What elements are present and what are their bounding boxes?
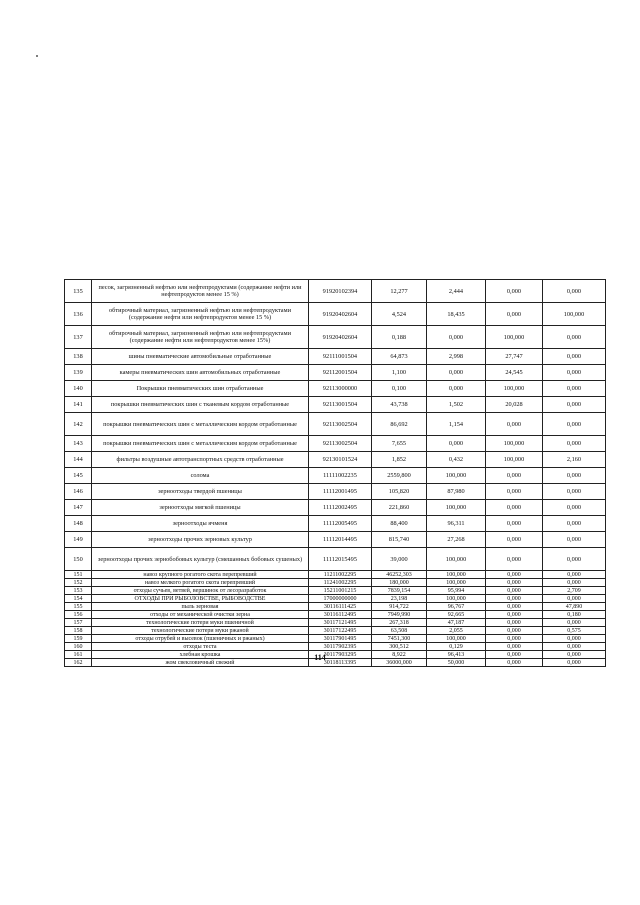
row-number-cell: 142 — [65, 413, 92, 436]
table-row — [65, 571, 606, 579]
waste-code-cell: 30117902395 — [309, 643, 372, 651]
row-number-cell: 155 — [65, 603, 92, 611]
waste-code-cell: 11111002235 — [309, 468, 372, 484]
row-number-cell: 150 — [65, 548, 92, 571]
waste-name-cell: обтирочный материал, загрязненный нефтью или нефтепродуктами (содержание нефти или нефтепродуктов менее 15%) — [92, 326, 309, 349]
waste-code-cell: 17000000000 — [309, 595, 372, 603]
table-row — [65, 397, 606, 413]
value-3-cell: 0,000 — [486, 635, 543, 643]
row-number-cell: 137 — [65, 326, 92, 349]
row-number-cell: 145 — [65, 468, 92, 484]
value-1-cell: 39,000 — [372, 548, 427, 571]
table-row — [65, 532, 606, 548]
waste-name-cell: отходы теста — [92, 643, 309, 651]
waste-name-cell: технологические потери муки ржаной — [92, 627, 309, 635]
waste-name-cell: пыль зерновая — [92, 603, 309, 611]
value-4-cell: 0,000 — [543, 326, 606, 349]
value-2-cell: 100,000 — [427, 635, 486, 643]
waste-name-cell: отходы от механической очистки зерна — [92, 611, 309, 619]
table-row — [65, 500, 606, 516]
value-2-cell: 18,435 — [427, 303, 486, 326]
value-1-cell: 7,655 — [372, 436, 427, 452]
page-number: 114 — [314, 653, 326, 662]
waste-name-cell: жом свекловичный свежий — [92, 659, 309, 667]
waste-name-cell: отходы сучьев, ветвей, вершинок от лесоразработок — [92, 587, 309, 595]
row-number-cell: 149 — [65, 532, 92, 548]
value-3-cell: 100,000 — [486, 436, 543, 452]
waste-name-cell: зерноотходы прочих зернобобовых культур (смешанных бобовых сушеных) — [92, 548, 309, 571]
value-3-cell: 20,028 — [486, 397, 543, 413]
row-number-cell: 138 — [65, 349, 92, 365]
row-number-cell: 162 — [65, 659, 92, 667]
value-3-cell: 100,000 — [486, 326, 543, 349]
table-row — [65, 643, 606, 651]
value-2-cell: 0,129 — [427, 643, 486, 651]
value-4-cell: 0,000 — [543, 635, 606, 643]
value-4-cell: 0,000 — [543, 548, 606, 571]
value-1-cell: 63,508 — [372, 627, 427, 635]
row-number-cell: 140 — [65, 381, 92, 397]
waste-code-cell: 11112001495 — [309, 484, 372, 500]
waste-name-cell: покрышки пневматических шин с тканевым кордом отработанные — [92, 397, 309, 413]
value-1-cell: 88,400 — [372, 516, 427, 532]
waste-code-cell: 30116111425 — [309, 603, 372, 611]
table-row — [65, 635, 606, 643]
value-3-cell: 0,000 — [486, 548, 543, 571]
value-4-cell: 0,000 — [543, 651, 606, 659]
value-2-cell: 96,311 — [427, 516, 486, 532]
table-row — [65, 484, 606, 500]
row-number-cell: 139 — [65, 365, 92, 381]
row-number-cell: 161 — [65, 651, 92, 659]
value-3-cell: 0,000 — [486, 532, 543, 548]
row-number-cell: 143 — [65, 436, 92, 452]
value-2-cell: 92,665 — [427, 611, 486, 619]
value-1-cell: 267,318 — [372, 619, 427, 627]
table-row — [65, 381, 606, 397]
value-1-cell: 86,692 — [372, 413, 427, 436]
value-2-cell: 1,502 — [427, 397, 486, 413]
waste-code-cell: 92113001504 — [309, 397, 372, 413]
value-3-cell: 0,000 — [486, 571, 543, 579]
row-number-cell: 147 — [65, 500, 92, 516]
table-row — [65, 603, 606, 611]
value-3-cell: 0,000 — [486, 603, 543, 611]
table-row — [65, 611, 606, 619]
row-number-cell: 136 — [65, 303, 92, 326]
row-number-cell: 158 — [65, 627, 92, 635]
waste-code-cell: 30117903295 — [309, 651, 372, 659]
waste-code-cell: 15211001215 — [309, 587, 372, 595]
waste-name-cell: отходы отрубей и высевок (пшеничных и ржаных) — [92, 635, 309, 643]
waste-code-cell: 30116112495 — [309, 611, 372, 619]
value-3-cell: 0,000 — [486, 500, 543, 516]
value-3-cell: 0,000 — [486, 595, 543, 603]
table-row — [65, 516, 606, 532]
value-1-cell: 180,000 — [372, 579, 427, 587]
value-1-cell: 43,738 — [372, 397, 427, 413]
scan-speck — [36, 55, 38, 57]
value-2-cell: 47,187 — [427, 619, 486, 627]
table-row — [65, 436, 606, 452]
waste-table — [64, 279, 606, 667]
value-4-cell: 0,000 — [543, 280, 606, 303]
value-2-cell: 0,000 — [427, 381, 486, 397]
value-1-cell: 64,873 — [372, 349, 427, 365]
value-3-cell: 0,000 — [486, 579, 543, 587]
waste-code-cell: 11112015495 — [309, 548, 372, 571]
waste-name-cell: зерноотходы ячменя — [92, 516, 309, 532]
waste-code-cell: 11211002295 — [309, 571, 372, 579]
value-2-cell: 95,994 — [427, 587, 486, 595]
value-4-cell: 0,000 — [543, 365, 606, 381]
value-4-cell: 0,000 — [543, 436, 606, 452]
value-4-cell: 0,000 — [543, 659, 606, 667]
value-3-cell: 0,000 — [486, 611, 543, 619]
value-1-cell: 23,198 — [372, 595, 427, 603]
value-3-cell: 100,000 — [486, 381, 543, 397]
waste-code-cell: 30117121495 — [309, 619, 372, 627]
value-3-cell: 0,000 — [486, 468, 543, 484]
table-row — [65, 280, 606, 303]
waste-name-cell: хлебная крошка — [92, 651, 309, 659]
row-number-cell: 159 — [65, 635, 92, 643]
table-row — [65, 619, 606, 627]
value-3-cell: 0,000 — [486, 280, 543, 303]
value-4-cell: 0,575 — [543, 627, 606, 635]
row-number-cell: 152 — [65, 579, 92, 587]
value-1-cell: 0,188 — [372, 326, 427, 349]
waste-name-cell: Покрышки пневматических шин отработанные — [92, 381, 309, 397]
waste-code-cell: 30117901495 — [309, 635, 372, 643]
value-2-cell: 1,154 — [427, 413, 486, 436]
row-number-cell: 146 — [65, 484, 92, 500]
table-row — [65, 365, 606, 381]
value-3-cell: 27,747 — [486, 349, 543, 365]
value-2-cell: 50,000 — [427, 659, 486, 667]
value-1-cell: 914,722 — [372, 603, 427, 611]
value-2-cell: 100,000 — [427, 579, 486, 587]
value-4-cell: 100,000 — [543, 303, 606, 326]
row-number-cell: 153 — [65, 587, 92, 595]
waste-code-cell: 91920102394 — [309, 280, 372, 303]
waste-code-cell: 91920402604 — [309, 303, 372, 326]
waste-code-cell: 92111001504 — [309, 349, 372, 365]
waste-code-cell: 92113002504 — [309, 413, 372, 436]
value-2-cell: 96,767 — [427, 603, 486, 611]
value-2-cell: 87,980 — [427, 484, 486, 500]
value-3-cell: 100,000 — [486, 452, 543, 468]
value-4-cell: 0,000 — [543, 349, 606, 365]
waste-name-cell: шины пневматические автомобильные отработанные — [92, 349, 309, 365]
waste-name-cell: покрышки пневматических шин с металлическим кордом отработанные — [92, 413, 309, 436]
value-4-cell: 2,709 — [543, 587, 606, 595]
waste-table-container — [64, 279, 585, 667]
waste-name-cell: зерноотходы твердой пшеницы — [92, 484, 309, 500]
table-row — [65, 349, 606, 365]
value-2-cell: 100,000 — [427, 571, 486, 579]
value-4-cell: 0,000 — [543, 579, 606, 587]
value-2-cell: 2,998 — [427, 349, 486, 365]
value-2-cell: 96,413 — [427, 651, 486, 659]
row-number-cell: 151 — [65, 571, 92, 579]
value-1-cell: 36000,000 — [372, 659, 427, 667]
table-row — [65, 452, 606, 468]
value-4-cell: 0,180 — [543, 611, 606, 619]
value-2-cell: 27,268 — [427, 532, 486, 548]
value-1-cell: 4,524 — [372, 303, 427, 326]
waste-name-cell: покрышки пневматических шин с металлическим кордом отработанные — [92, 436, 309, 452]
waste-code-cell: 91920402604 — [309, 326, 372, 349]
value-1-cell: 300,512 — [372, 643, 427, 651]
value-1-cell: 1,852 — [372, 452, 427, 468]
table-row — [65, 303, 606, 326]
waste-code-cell: 92113000000 — [309, 381, 372, 397]
value-1-cell: 105,820 — [372, 484, 427, 500]
row-number-cell: 160 — [65, 643, 92, 651]
waste-code-cell: 11241002295 — [309, 579, 372, 587]
value-2-cell: 100,000 — [427, 468, 486, 484]
waste-code-cell: 92130101524 — [309, 452, 372, 468]
value-4-cell: 0,000 — [543, 643, 606, 651]
value-4-cell: 0,000 — [543, 397, 606, 413]
waste-name-cell: обтирочный материал, загрязненный нефтью или нефтепродуктами (содержание нефти или нефтепродуктов менее 15 %) — [92, 303, 309, 326]
value-1-cell: 8,922 — [372, 651, 427, 659]
waste-name-cell: зерноотходы мягкой пшеницы — [92, 500, 309, 516]
value-4-cell: 0,000 — [543, 413, 606, 436]
row-number-cell: 144 — [65, 452, 92, 468]
row-number-cell: 141 — [65, 397, 92, 413]
table-row — [65, 468, 606, 484]
value-4-cell: 0,000 — [543, 500, 606, 516]
waste-name-cell: ОТХОДЫ ПРИ РЫБОЛОВСТВЕ, РЫБОВОДСТВЕ — [92, 595, 309, 603]
value-4-cell: 2,160 — [543, 452, 606, 468]
waste-name-cell: песок, загрязненный нефтью или нефтепродуктами (содержание нефти или нефтепродуктов менее 15 %) — [92, 280, 309, 303]
value-3-cell: 0,000 — [486, 659, 543, 667]
waste-name-cell: солома — [92, 468, 309, 484]
value-4-cell: 0,000 — [543, 516, 606, 532]
value-1-cell: 0,100 — [372, 381, 427, 397]
waste-code-cell: 11112005495 — [309, 516, 372, 532]
waste-name-cell: навоз крупного рогатого скота перепревший — [92, 571, 309, 579]
table-row — [65, 627, 606, 635]
waste-code-cell: 92112001504 — [309, 365, 372, 381]
table-row — [65, 587, 606, 595]
row-number-cell: 135 — [65, 280, 92, 303]
value-2-cell: 0,000 — [427, 436, 486, 452]
value-1-cell: 7839,154 — [372, 587, 427, 595]
value-4-cell: 0,000 — [543, 484, 606, 500]
value-3-cell: 0,000 — [486, 587, 543, 595]
value-4-cell: 47,890 — [543, 603, 606, 611]
value-1-cell: 1,100 — [372, 365, 427, 381]
value-1-cell: 12,277 — [372, 280, 427, 303]
waste-name-cell: технологические потери муки пшеничной — [92, 619, 309, 627]
waste-name-cell: зерноотходы прочих зерновых культур — [92, 532, 309, 548]
table-row — [65, 413, 606, 436]
value-1-cell: 221,860 — [372, 500, 427, 516]
value-4-cell: 0,000 — [543, 595, 606, 603]
waste-code-cell: 11112002495 — [309, 500, 372, 516]
waste-table-body — [65, 280, 606, 667]
value-4-cell: 0,000 — [543, 532, 606, 548]
value-4-cell: 0,000 — [543, 571, 606, 579]
value-2-cell: 100,000 — [427, 548, 486, 571]
waste-name-cell: навоз мелкого рогатого скота перепревший — [92, 579, 309, 587]
value-2-cell: 2,444 — [427, 280, 486, 303]
value-3-cell: 0,000 — [486, 484, 543, 500]
row-number-cell: 154 — [65, 595, 92, 603]
value-1-cell: 2559,800 — [372, 468, 427, 484]
value-4-cell: 0,000 — [543, 619, 606, 627]
table-row — [65, 595, 606, 603]
table-row — [65, 326, 606, 349]
value-2-cell: 100,000 — [427, 500, 486, 516]
waste-code-cell: 30118113395 — [309, 659, 372, 667]
value-1-cell: 7949,990 — [372, 611, 427, 619]
value-2-cell: 0,000 — [427, 326, 486, 349]
waste-code-cell: 92113002504 — [309, 436, 372, 452]
value-3-cell: 0,000 — [486, 627, 543, 635]
row-number-cell: 148 — [65, 516, 92, 532]
value-3-cell: 0,000 — [486, 643, 543, 651]
waste-name-cell: фильтры воздушные автотранспортных средств отработанные — [92, 452, 309, 468]
value-2-cell: 2,055 — [427, 627, 486, 635]
waste-code-cell: 30117122495 — [309, 627, 372, 635]
row-number-cell: 157 — [65, 619, 92, 627]
value-3-cell: 0,000 — [486, 303, 543, 326]
value-2-cell: 100,000 — [427, 595, 486, 603]
waste-name-cell: камеры пневматических шин автомобильных отработанные — [92, 365, 309, 381]
value-3-cell: 0,000 — [486, 619, 543, 627]
value-4-cell: 0,000 — [543, 468, 606, 484]
value-1-cell: 7451,300 — [372, 635, 427, 643]
table-row — [65, 579, 606, 587]
value-3-cell: 0,000 — [486, 651, 543, 659]
value-4-cell: 0,000 — [543, 381, 606, 397]
waste-code-cell: 11112014495 — [309, 532, 372, 548]
table-row — [65, 548, 606, 571]
row-number-cell: 156 — [65, 611, 92, 619]
value-3-cell: 24,545 — [486, 365, 543, 381]
value-2-cell: 0,432 — [427, 452, 486, 468]
value-3-cell: 0,000 — [486, 413, 543, 436]
value-3-cell: 0,000 — [486, 516, 543, 532]
value-2-cell: 0,000 — [427, 365, 486, 381]
value-1-cell: 46252,303 — [372, 571, 427, 579]
value-1-cell: 815,740 — [372, 532, 427, 548]
